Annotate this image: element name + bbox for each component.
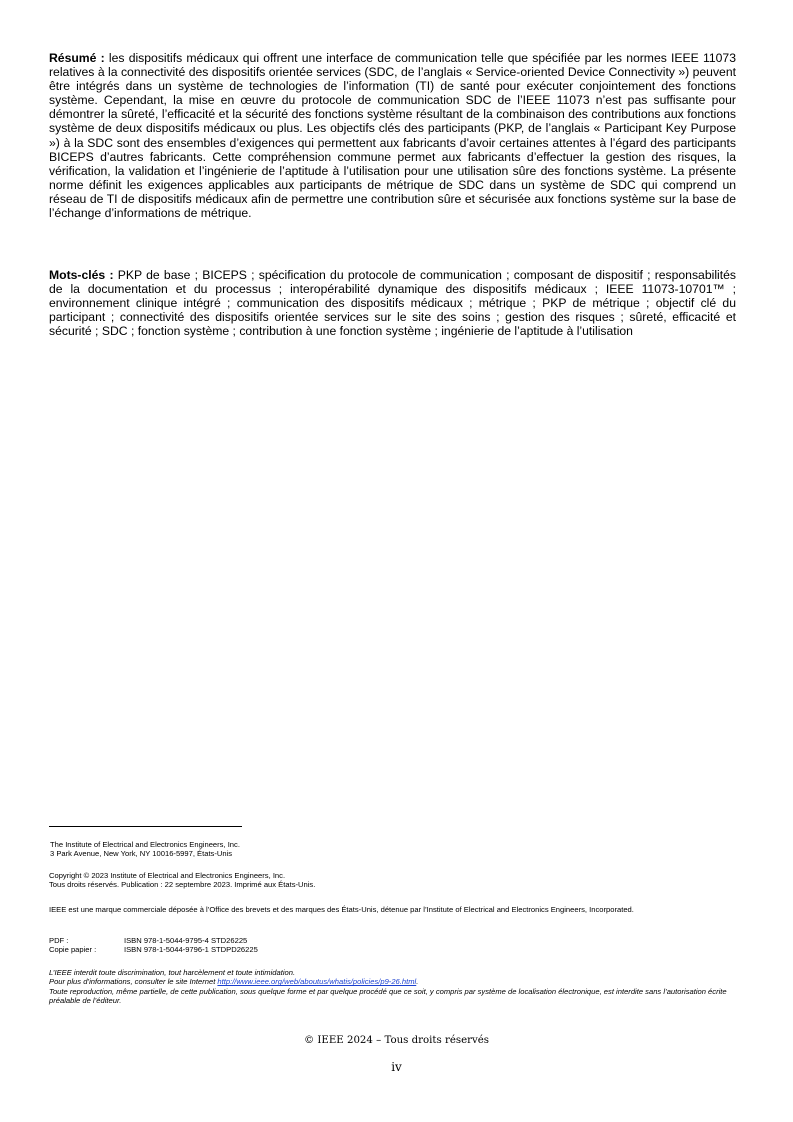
isbn-print-row xyxy=(49,945,749,954)
copyright-notice xyxy=(49,871,749,890)
legal-line-3: Toute reproduction, même partielle, de cette publication, sous quelque forme et par quelque procédé que ce soit, y compris par système de localisation électronique, est interdite sans l’autorisation écrite préalable de l’éditeur. xyxy=(49,986,727,1006)
abstract-paragraph xyxy=(49,51,736,220)
publisher-address xyxy=(50,840,750,859)
address-line-2: 3 Park Avenue, New York, NY 10016-5997, États-Unis xyxy=(50,849,233,859)
footnote-divider xyxy=(49,826,242,827)
legal-line-2-prefix: Pour plus d’informations, consulter le site Internet xyxy=(49,977,218,987)
policy-link[interactable]: http://www.ieee.org/web/aboutus/whatis/policies/p9-26.html xyxy=(217,977,417,987)
trademark-notice: IEEE est une marque commerciale déposée à l’Office des brevets et des marques des États-Unis, détenue par l’Institute of Electrical and Electronics Engineers, Incorporated. xyxy=(49,905,634,914)
legal-line-1: L’IEEE interdit toute discrimination, tout harcèlement et toute intimidation. xyxy=(49,968,296,977)
address-line-1: The Institute of Electrical and Electronics Engineers, Inc. xyxy=(50,840,240,849)
page-number: iv xyxy=(391,1060,402,1074)
isbn-block xyxy=(49,936,749,955)
keywords-label: Mots-clés : xyxy=(49,268,114,282)
isbn-print-label: Copie papier : xyxy=(49,945,97,955)
isbn-pdf-label: PDF : xyxy=(49,936,69,945)
footer-copyright: © IEEE 2024 – Tous droits réservés xyxy=(303,1035,490,1046)
isbn-pdf-value: ISBN 978-1-5044-9795-4 STD26225 xyxy=(124,936,248,945)
keywords-text: PKP de base ; BICEPS ; spécification du protocole de communication ; composant de dispositif ; responsabilités de la documentation et du processus ; interopérabilité dynamique des dispositifs médicaux ; IEEE 11073-10701™ ; environnement clinique intégré ; communication des dispositifs médicaux ; métrique ; PKP de métrique ; objectif clé du participant ; connectivité des dispositifs orientée services sur le site des soins ; gestion des risques ; sûreté, efficacité et sécurité ; SDC ; fonction système ; contribution à une fonction système ; ingénierie de l’aptitude à l’utilisation xyxy=(49,268,736,339)
abstract-text: les dispositifs médicaux qui offrent une interface de communication telle que spécifiée par les normes IEEE 11073 relatives à la connectivité des dispositifs orientée services (SDC, de l’anglais « Service-oriented Device Connectivity ») peuvent être intégrés dans un système de technologies de l’information (TI) de santé pour exécuter conjointement des fonctions système. Cependant, la mise en œuvre du protocole de communication SDC de l’IEEE 11073 n’est pas suffisante pour démontrer la sûreté, l’efficacité et la sécurité des fonctions système résultant de la combinaison des contributions aux fonctions système de deux dispositifs médicaux ou plus. Les objectifs clés des participants (PKP, de l’anglais « Participant Key Purpose ») à la SDC sont des ensembles d’exigences qui permettent aux fabricants d’avoir certaines attentes à l’égard des participants BICEPS d’autres fabricants. Cette compréhension commune permet aux fabricants d’effectuer la gestion des risques, la vérification, la validation et l’ingénierie de l’aptitude à l’utilisation pour une utilisation sûre des fonctions système. La présente norme définit les exigences applicables aux participants de métrique de SDC dans un système de SDC qui comprend un réseau de TI de dispositifs médicaux afin de permettre une contribution sûre et sécurisée aux fonctions système sur la base de l’échange d’informations de métrique. xyxy=(49,51,736,221)
legal-notice xyxy=(49,968,749,1006)
isbn-pdf-row xyxy=(49,936,749,945)
isbn-print-value: ISBN 978-1-5044-9796-1 STDPD26225 xyxy=(124,945,258,955)
copyright-line-1: Copyright © 2023 Institute of Electrical and Electronics Engineers, Inc. xyxy=(49,871,286,880)
copyright-line-2: Tous droits réservés. Publication : 22 septembre 2023. Imprimé aux États-Unis. xyxy=(49,880,316,890)
keywords-paragraph xyxy=(49,268,736,338)
legal-line-2-suffix: . xyxy=(416,977,419,987)
abstract-label: Résumé : xyxy=(49,51,105,65)
